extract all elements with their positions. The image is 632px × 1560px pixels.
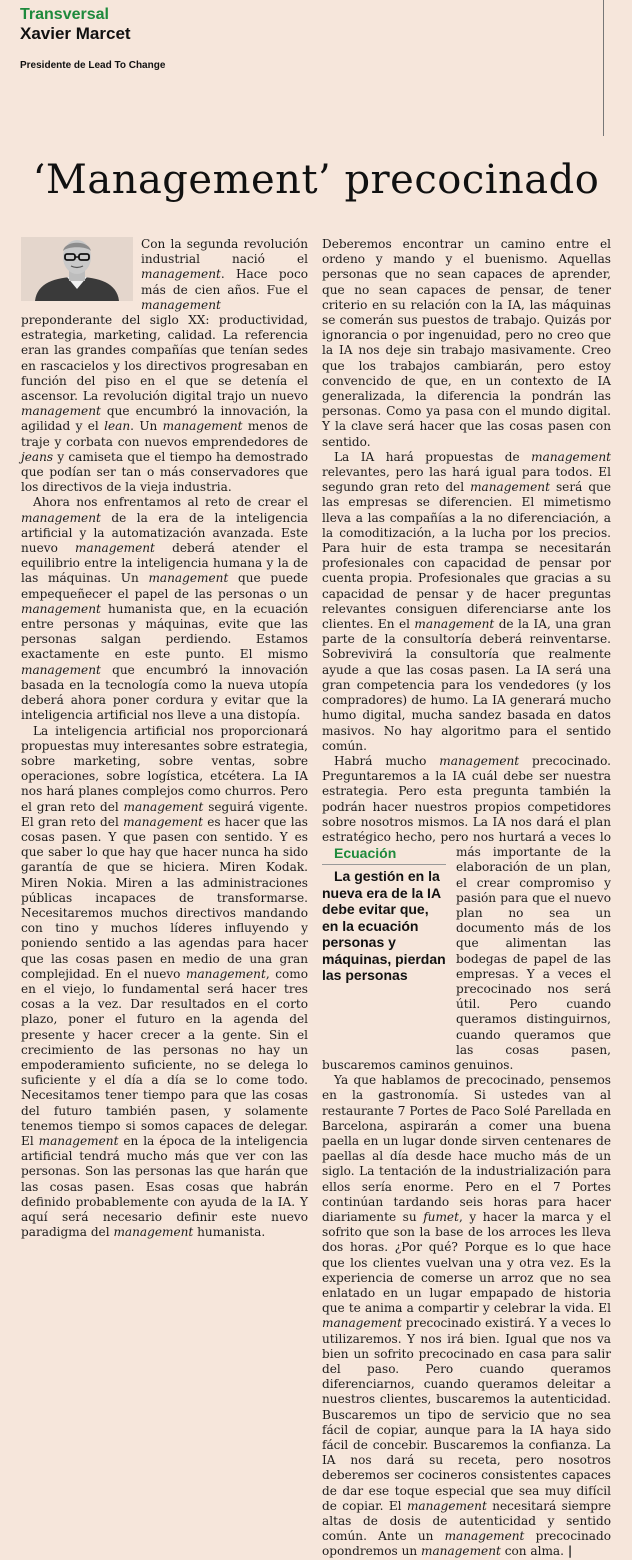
pull-quote-text: La gestión en la nueva era de la IA debe evitar que, en la ecuación personas y máquinas, pierdan las personas	[322, 868, 446, 984]
article-column-2	[322, 237, 611, 1560]
paragraph-5: La IA hará propuestas de management relevantes, pero las hará igual para todos. El segundo gran reto del management será que las empresas se diferencien. El mimetismo lleva a las compañías a la no diferenciación, a la comoditización, a la lucha por los precios. Para huir de esta trampa se necesitarán profesionales con capacidad de pensar por cuenta propia. Profesionales que gracias a su capacidad de pensar y de hacer preguntas relevantes consiguen diferenciarse ante los clientes. En el management de la IA, una gran parte de la consultoría deberá reinventarse. Sobrevivirá la consultoría que realmente ayude a que las cosas pasen. La IA será una gran competencia para los vendedores (y los compradores) de humo. La IA generará mucho humo digital, mucha sandez basada en datos masivos. No hay algoritmo para el sentido común.	[322, 449, 612, 753]
pull-quote-label: Ecuación	[322, 845, 446, 865]
column-divider	[603, 0, 604, 136]
paragraph-6-text-rest: a veces lo más importante de la elaboración de un plan, el crear compromiso y pasión para que el nuevo plan no sea un documento más de los que alimentan las bodegas de papel de las empresas. Y a veces el precocinado nos será útil. Pero cuando queramos distinguirnos, cuando queramos que las cosas pasen, buscaremos caminos genuinos.	[322, 829, 611, 1072]
paragraph-6	[322, 754, 611, 1073]
section-label: Transversal	[20, 6, 109, 23]
author-portrait	[21, 237, 133, 301]
paragraph-4-continued: Deberemos encontrar un camino entre el ordeno y mando y el buenismo. Aquellas personas que no sean capaces de aprender, que no sean capaces de pensar, de tener criterio en su relación con la IA, las máquinas se comerán sus puestos de trabajo. Quizás por ignorancia o por ingenuidad, pero no creo que la IA nos deje sin trabajo masivamente. Creo que los trabajos cambiarán, pero estoy convencido de que, en un contexto de IA generalizada, la diferencia la pondrán las personas. Como ya pasa con el mundo digital. Y la clave será hacer que las cosas pasen con sentido.	[322, 237, 611, 449]
end-mark: |	[567, 1544, 573, 1559]
pull-quote	[322, 845, 446, 1055]
article-headline: ‘Management’ precocinado	[32, 157, 600, 203]
paragraph-7	[322, 1073, 611, 1560]
article-column-1	[21, 237, 308, 1240]
paragraph-3: La inteligencia artificial nos proporcionará propuestas muy interesantes sobre estrategia, sobre marketing, sobre ventas, sobre operaciones, sobre logística, etcétera. La IA nos hará planes complejos como churros. Pero el gran reto del management seguirá vigente. El gran reto del management es hacer que las cosas pasen. Y que pasen con sentido. Y es que saber lo que hay que hacer nunca ha sido garantía de que se hiciera. Miren Kodak. Miren Nokia. Miren a las administraciones públicas incapaces de transformarse. Necesitaremos muchos directivos mandando con tino y muchos líderes influyendo y poniendo sentido a las agendas para hacer que las cosas pasen en medio de una gran complejidad. En el nuevo management, como en el viejo, lo fundamental será hacer tres cosas a la vez. Dar resultados en el corto plazo, poner el futuro en la agenda del presente y hacer crecer a la gente. Sin el crecimiento de las personas no hay un empoderamiento suficiente, no se delega lo suficiente y el día a día se lo come todo. Necesitamos tener tiempo para que las cosas del futuro también pasen, y solamente tenemos tiempo si somos capaces de delegar. El management en la época de la inteligencia artificial tendrá mucho más que ver con las personas. Son las personas las que harán que las cosas pasen. Esas cosas que habrán definido probablemente con ayuda de la IA. Y aquí será necesario definir este nuevo paradigma del management humanista.	[21, 723, 309, 1240]
paragraph-1: Con la segunda revolución industrial nació el management. Hace poco más de cien años. Fue el management preponderante del siglo XX: productividad, estrategia, marketing, calidad. La referencia eran las grandes compañías que tenían sedes en rascacielos y los directivos progresaban en función del piso en el que se detenía el ascensor. La revolución digital trajo un nuevo management que encumbró la innovación, la agilidad y el lean. Un management menos de traje y corbata con nuevos emprendedores de jeans y camiseta que el tiempo ha demostrado que podían ser tan o más conservadores que los directivos de la vieja industria.	[21, 237, 309, 495]
author-role: Presidente de Lead To Change	[20, 60, 166, 71]
paragraph-7-text: Ya que hablamos de precocinado, pensemos en la gastronomía. Si ustedes van al restaurante 7 Portes de Paco Solé Parellada en Barcelona, aspirarán a comer una buena paella en un lugar donde sirven centenares de paellas al día desde hace mucho más de un siglo. La tentación de la industrialización para ellos sería enorme. Pero en el 7 Portes continúan tardando seis horas para hacer diariamente su fumet, y hacer la marca y el sofrito que son la base de los arroces les lleva dos horas. ¿Por qué? Porque es lo que hace que los clientes vuelvan una y otra vez. Es la experiencia de comerse un arroz que no sea enlatado en un lugar empapado de historia que te anima a compartir y celebrar la vida. El management precocinado existirá. Y a veces lo utilizaremos. Y nos irá bien. Igual que nos va bien un sofrito precocinado en casa para salir del paso. Pero cuando queramos diferenciarnos, cuando queramos deleitar a nuestros clientes, buscaremos la autenticidad. Buscaremos un tipo de servicio que no sea fácil de copiar, aunque para la IA haya sido fácil de concebir. Buscaremos la confianza. La IA nos dará su receta, pero nosotros deberemos ser cocineros consistentes capaces de dar ese toque especial que sea muy difícil de copiar. El management necesitará siempre altas de dosis de autenticidad y sentido común. Ante un management precocinado opondremos un management con alma.	[322, 1073, 611, 1559]
paragraph-2: Ahora nos enfrentamos al reto de crear el management de la era de la inteligencia artificial y la automatización avanzada. Este nuevo management deberá atender el equilibrio entre la inteligencia humana y la de las máquinas. Un management que puede empequeñecer el papel de las personas o un management humanista que, en la ecuación entre personas y máquinas, evite que las personas salgan perdiendo. Estamos exactamente en este punto. El mismo management que encumbró la innovación basada en la tecnología como la nueva utopía deberá ahora poner cordura y evitar que la inteligencia artificial nos lleve a una distopía.	[21, 495, 308, 723]
author-name: Xavier Marcet	[20, 24, 131, 43]
paragraph-6-text: Habrá mucho management precocinado. Preguntaremos a la IA cuál debe ser nuestra estrategia. Pero esta pregunta también la podrán hacer nuestros propios competidores sobre nosotros mismos. La IA nos dará el plan estratégico hecho, pero nos hurtará	[322, 753, 612, 844]
